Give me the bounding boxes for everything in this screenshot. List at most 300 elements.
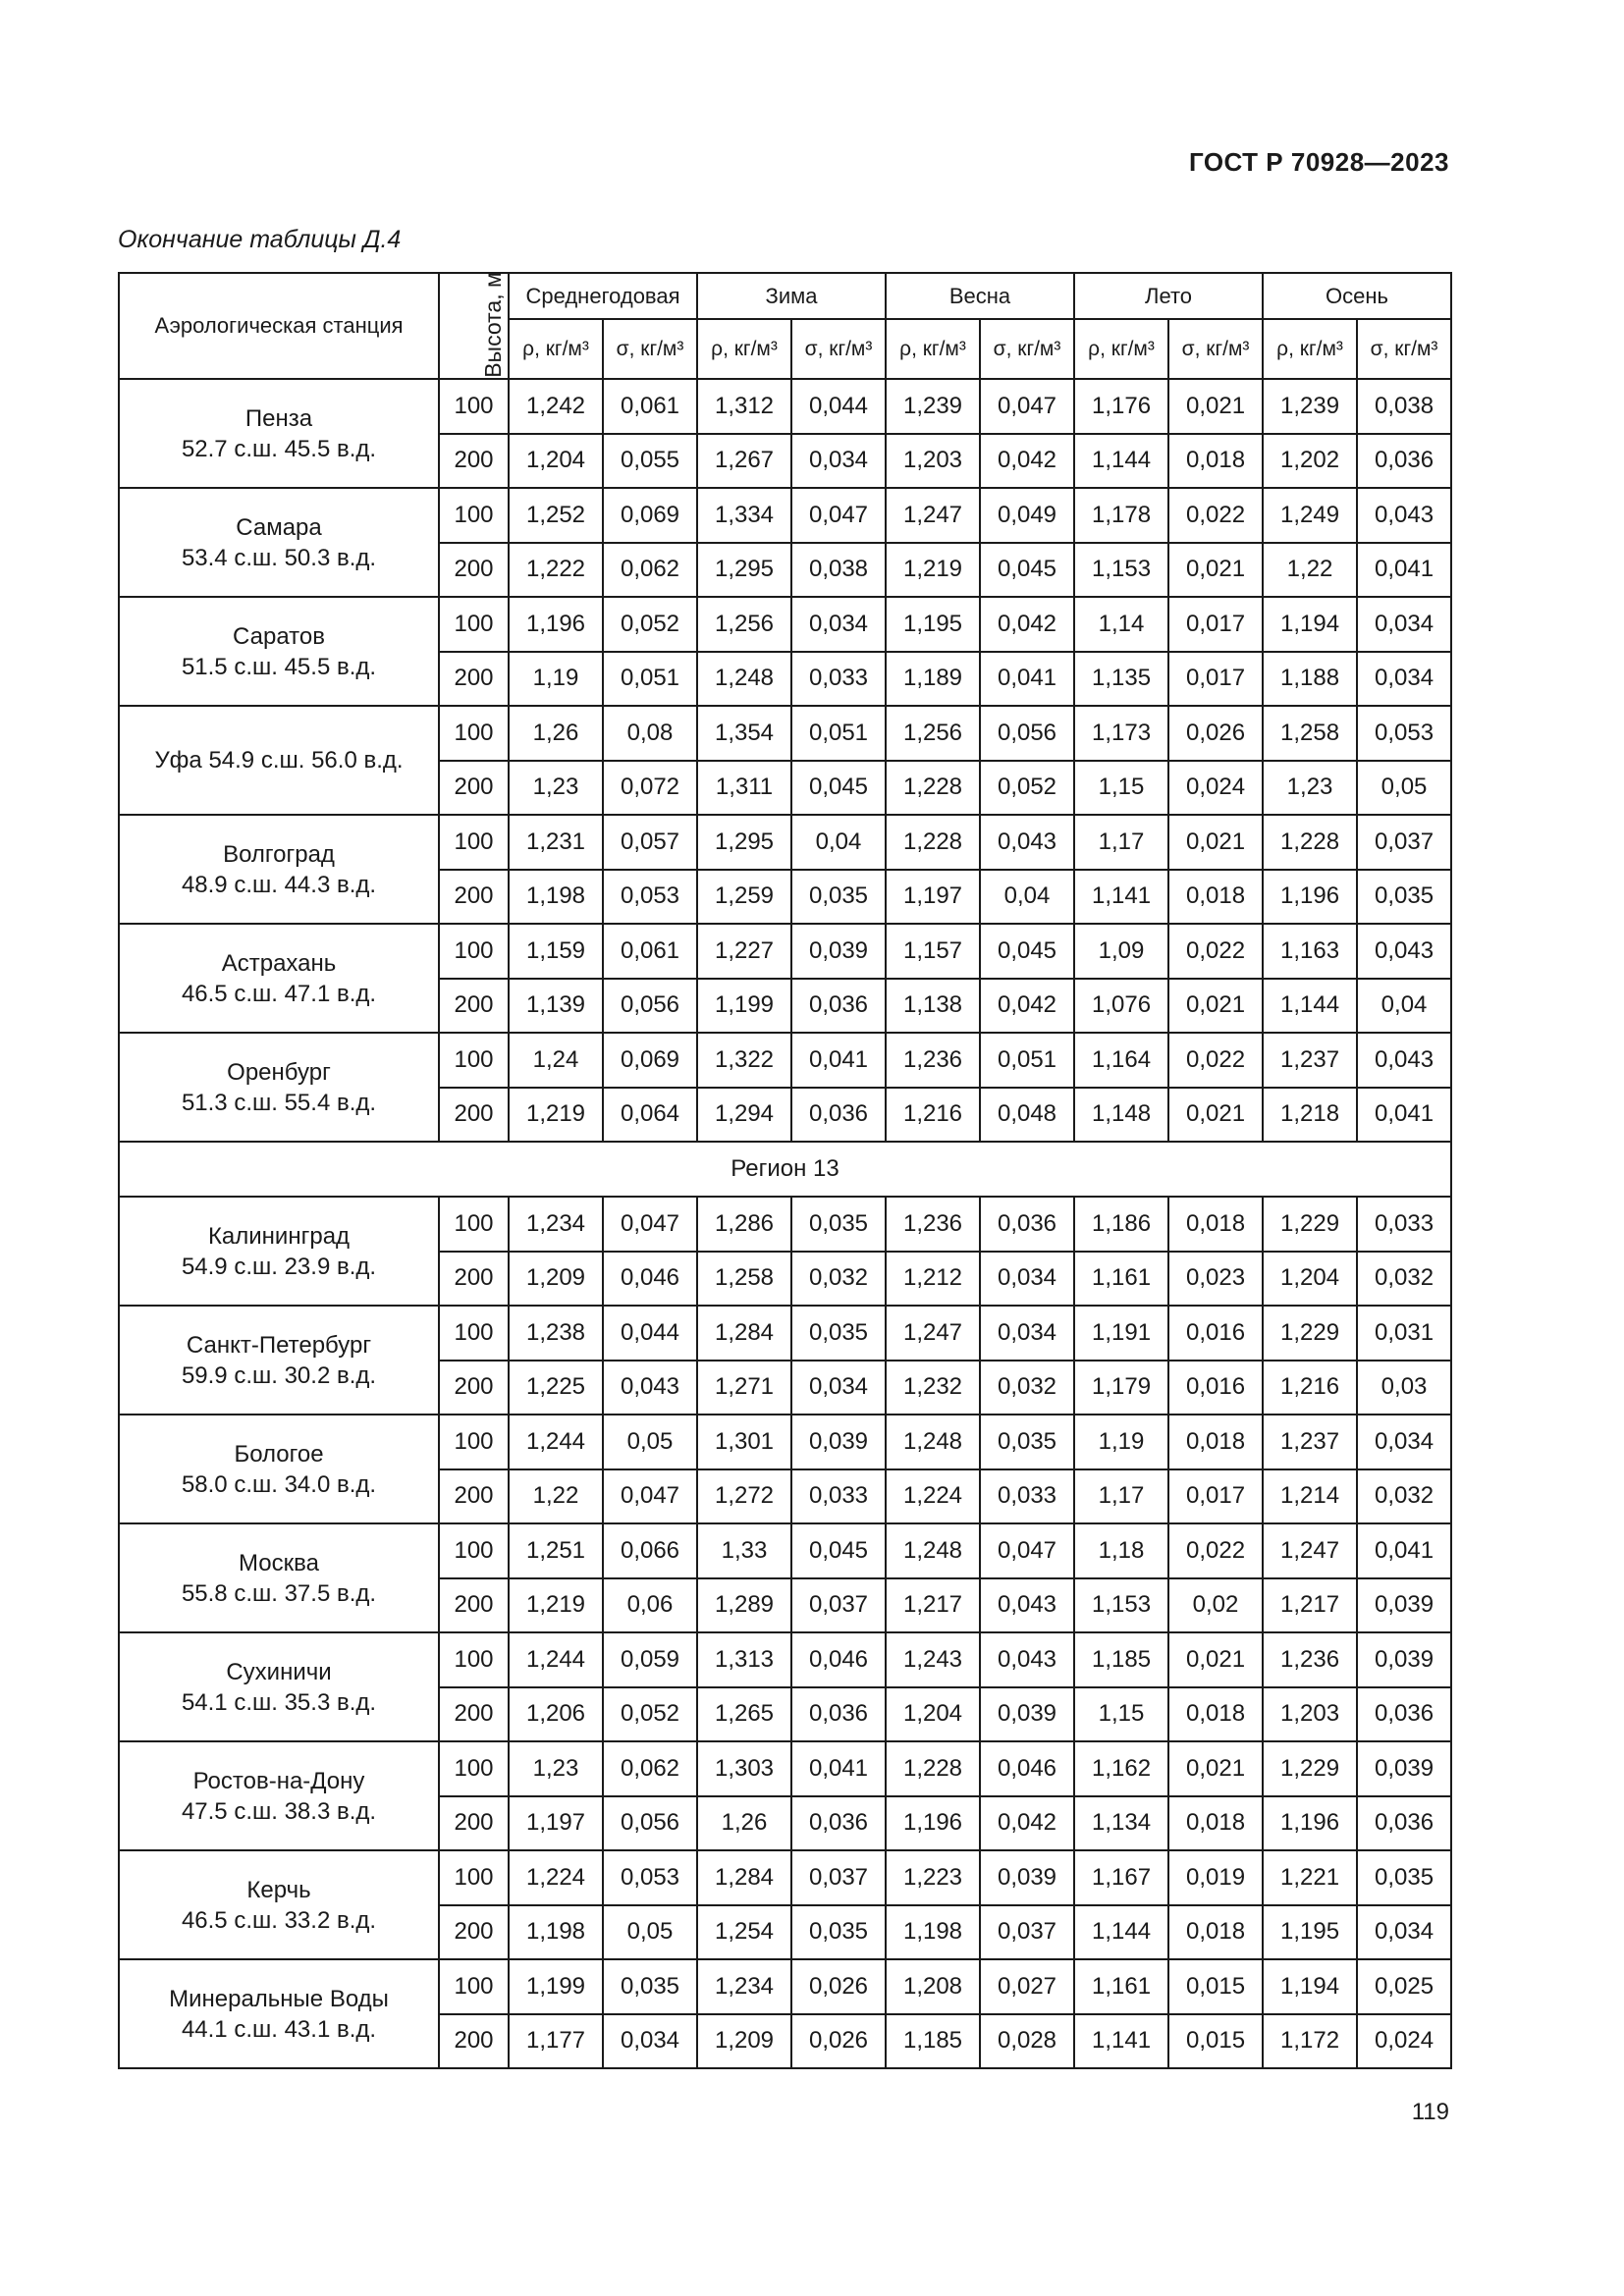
sigma-value-cell: 0,033 bbox=[791, 652, 886, 707]
rho-value-cell: 1,197 bbox=[509, 1796, 603, 1851]
rho-value-cell: 1,258 bbox=[1263, 706, 1357, 761]
rho-value-cell: 1,172 bbox=[1263, 2014, 1357, 2069]
sigma-value-cell: 0,021 bbox=[1168, 1632, 1263, 1687]
altitude-cell: 100 bbox=[439, 1632, 509, 1687]
rho-value-cell: 1,236 bbox=[886, 1197, 980, 1252]
station-cell bbox=[119, 488, 439, 597]
rho-value-cell: 1,202 bbox=[1263, 434, 1357, 489]
header-season-annual: Среднегодовая bbox=[509, 273, 697, 319]
rho-value-cell: 1,218 bbox=[1263, 1088, 1357, 1143]
altitude-cell: 100 bbox=[439, 706, 509, 761]
rho-value-cell: 1,252 bbox=[509, 488, 603, 543]
sigma-value-cell: 0,034 bbox=[1357, 652, 1451, 707]
sigma-value-cell: 0,017 bbox=[1168, 652, 1263, 707]
sigma-value-cell: 0,042 bbox=[980, 1796, 1074, 1851]
station-name: Бологое bbox=[234, 1440, 324, 1468]
table-row bbox=[119, 1033, 1451, 1088]
rho-value-cell: 1,239 bbox=[886, 379, 980, 434]
rho-value-cell: 1,313 bbox=[697, 1632, 791, 1687]
rho-value-cell: 1,199 bbox=[509, 1959, 603, 2014]
sigma-value-cell: 0,043 bbox=[980, 1632, 1074, 1687]
sigma-value-cell: 0,032 bbox=[980, 1361, 1074, 1415]
sigma-value-cell: 0,036 bbox=[791, 1796, 886, 1851]
rho-value-cell: 1,203 bbox=[886, 434, 980, 489]
sigma-value-cell: 0,061 bbox=[603, 379, 697, 434]
sigma-value-cell: 0,02 bbox=[1168, 1578, 1263, 1633]
rho-value-cell: 1,228 bbox=[886, 815, 980, 870]
sigma-value-cell: 0,034 bbox=[1357, 597, 1451, 652]
header-unit-rho: ρ, кг/м³ bbox=[886, 319, 980, 379]
station-name: Керчь bbox=[246, 1876, 311, 1903]
rho-value-cell: 1,256 bbox=[697, 597, 791, 652]
sigma-value-cell: 0,033 bbox=[1357, 1197, 1451, 1252]
header-season-summer: Лето bbox=[1074, 273, 1263, 319]
table-body bbox=[119, 379, 1451, 2068]
station-name: Астрахань bbox=[221, 949, 337, 977]
rho-value-cell: 1,23 bbox=[509, 1741, 603, 1796]
altitude-cell: 200 bbox=[439, 543, 509, 598]
station-cell bbox=[119, 1632, 439, 1741]
altitude-cell: 100 bbox=[439, 1197, 509, 1252]
sigma-value-cell: 0,024 bbox=[1168, 761, 1263, 816]
rho-value-cell: 1,194 bbox=[1263, 1959, 1357, 2014]
sigma-value-cell: 0,039 bbox=[791, 1415, 886, 1469]
rho-value-cell: 1,322 bbox=[697, 1033, 791, 1088]
sigma-value-cell: 0,047 bbox=[980, 1523, 1074, 1578]
rho-value-cell: 1,161 bbox=[1074, 1959, 1168, 2014]
table-row bbox=[119, 597, 1451, 652]
header-season-spring: Весна bbox=[886, 273, 1074, 319]
altitude-cell: 200 bbox=[439, 1687, 509, 1742]
rho-value-cell: 1,311 bbox=[697, 761, 791, 816]
sigma-value-cell: 0,04 bbox=[1357, 979, 1451, 1034]
sigma-value-cell: 0,035 bbox=[603, 1959, 697, 2014]
altitude-cell: 100 bbox=[439, 1306, 509, 1361]
sigma-value-cell: 0,018 bbox=[1168, 1687, 1263, 1742]
station-coords: 53.4 с.ш. 50.3 в.д. bbox=[181, 544, 377, 571]
rho-value-cell: 1,212 bbox=[886, 1252, 980, 1307]
rho-value-cell: 1,153 bbox=[1074, 543, 1168, 598]
sigma-value-cell: 0,034 bbox=[603, 2014, 697, 2069]
rho-value-cell: 1,173 bbox=[1074, 706, 1168, 761]
sigma-value-cell: 0,052 bbox=[603, 597, 697, 652]
sigma-value-cell: 0,047 bbox=[791, 488, 886, 543]
region-row bbox=[119, 1142, 1451, 1197]
rho-value-cell: 1,14 bbox=[1074, 597, 1168, 652]
rho-value-cell: 1,219 bbox=[886, 543, 980, 598]
altitude-cell: 100 bbox=[439, 379, 509, 434]
sigma-value-cell: 0,018 bbox=[1168, 1905, 1263, 1960]
sigma-value-cell: 0,026 bbox=[1168, 706, 1263, 761]
rho-value-cell: 1,198 bbox=[509, 870, 603, 925]
header-unit-sigma: σ, кг/м³ bbox=[1357, 319, 1451, 379]
altitude-cell: 200 bbox=[439, 1905, 509, 1960]
rho-value-cell: 1,204 bbox=[886, 1687, 980, 1742]
station-coords: 46.5 с.ш. 47.1 в.д. bbox=[181, 980, 377, 1007]
rho-value-cell: 1,229 bbox=[1263, 1306, 1357, 1361]
sigma-value-cell: 0,034 bbox=[1357, 1905, 1451, 1960]
rho-value-cell: 1,186 bbox=[1074, 1197, 1168, 1252]
rho-value-cell: 1,289 bbox=[697, 1578, 791, 1633]
station-cell bbox=[119, 924, 439, 1033]
page-number: 119 bbox=[1411, 2099, 1449, 2125]
sigma-value-cell: 0,035 bbox=[791, 870, 886, 925]
rho-value-cell: 1,199 bbox=[697, 979, 791, 1034]
rho-value-cell: 1,244 bbox=[509, 1415, 603, 1469]
sigma-value-cell: 0,04 bbox=[980, 870, 1074, 925]
rho-value-cell: 1,134 bbox=[1074, 1796, 1168, 1851]
sigma-value-cell: 0,022 bbox=[1168, 1033, 1263, 1088]
rho-value-cell: 1,303 bbox=[697, 1741, 791, 1796]
rho-value-cell: 1,247 bbox=[886, 1306, 980, 1361]
rho-value-cell: 1,09 bbox=[1074, 924, 1168, 979]
sigma-value-cell: 0,035 bbox=[791, 1905, 886, 1960]
table-row bbox=[119, 1523, 1451, 1578]
rho-value-cell: 1,188 bbox=[1263, 652, 1357, 707]
sigma-value-cell: 0,047 bbox=[603, 1197, 697, 1252]
station-coords: 51.5 с.ш. 45.5 в.д. bbox=[181, 653, 377, 680]
rho-value-cell: 1,163 bbox=[1263, 924, 1357, 979]
sigma-value-cell: 0,034 bbox=[791, 1361, 886, 1415]
station-name: Волгоград bbox=[223, 840, 335, 868]
sigma-value-cell: 0,017 bbox=[1168, 597, 1263, 652]
sigma-value-cell: 0,022 bbox=[1168, 1523, 1263, 1578]
sigma-value-cell: 0,032 bbox=[1357, 1469, 1451, 1524]
sigma-value-cell: 0,034 bbox=[791, 434, 886, 489]
sigma-value-cell: 0,035 bbox=[791, 1197, 886, 1252]
sigma-value-cell: 0,018 bbox=[1168, 1415, 1263, 1469]
rho-value-cell: 1,232 bbox=[886, 1361, 980, 1415]
rho-value-cell: 1,244 bbox=[509, 1632, 603, 1687]
rho-value-cell: 1,256 bbox=[886, 706, 980, 761]
rho-value-cell: 1,221 bbox=[1263, 1850, 1357, 1905]
sigma-value-cell: 0,045 bbox=[980, 543, 1074, 598]
sigma-value-cell: 0,043 bbox=[980, 815, 1074, 870]
sigma-value-cell: 0,015 bbox=[1168, 2014, 1263, 2069]
rho-value-cell: 1,284 bbox=[697, 1306, 791, 1361]
sigma-value-cell: 0,042 bbox=[980, 434, 1074, 489]
sigma-value-cell: 0,017 bbox=[1168, 1469, 1263, 1524]
rho-value-cell: 1,271 bbox=[697, 1361, 791, 1415]
sigma-value-cell: 0,018 bbox=[1168, 1197, 1263, 1252]
sigma-value-cell: 0,066 bbox=[603, 1523, 697, 1578]
sigma-value-cell: 0,018 bbox=[1168, 870, 1263, 925]
rho-value-cell: 1,284 bbox=[697, 1850, 791, 1905]
sigma-value-cell: 0,039 bbox=[1357, 1578, 1451, 1633]
station-name: Сухиничи bbox=[226, 1658, 332, 1685]
sigma-value-cell: 0,043 bbox=[980, 1578, 1074, 1633]
rho-value-cell: 1,301 bbox=[697, 1415, 791, 1469]
station-name: Минеральные Воды bbox=[169, 1985, 389, 2012]
sigma-value-cell: 0,035 bbox=[791, 1306, 886, 1361]
rho-value-cell: 1,234 bbox=[509, 1197, 603, 1252]
station-coords: 54.1 с.ш. 35.3 в.д. bbox=[181, 1688, 377, 1716]
sigma-value-cell: 0,08 bbox=[603, 706, 697, 761]
altitude-cell: 200 bbox=[439, 979, 509, 1034]
sigma-value-cell: 0,021 bbox=[1168, 979, 1263, 1034]
altitude-cell: 100 bbox=[439, 597, 509, 652]
sigma-value-cell: 0,045 bbox=[980, 924, 1074, 979]
sigma-value-cell: 0,021 bbox=[1168, 815, 1263, 870]
sigma-value-cell: 0,033 bbox=[791, 1469, 886, 1524]
table-row bbox=[119, 1741, 1451, 1796]
sigma-value-cell: 0,039 bbox=[980, 1850, 1074, 1905]
sigma-value-cell: 0,019 bbox=[1168, 1850, 1263, 1905]
altitude-cell: 100 bbox=[439, 815, 509, 870]
table-row bbox=[119, 1415, 1451, 1469]
sigma-value-cell: 0,026 bbox=[791, 1959, 886, 2014]
rho-value-cell: 1,286 bbox=[697, 1197, 791, 1252]
rho-value-cell: 1,312 bbox=[697, 379, 791, 434]
rho-value-cell: 1,247 bbox=[886, 488, 980, 543]
rho-value-cell: 1,198 bbox=[509, 1905, 603, 1960]
altitude-cell: 200 bbox=[439, 761, 509, 816]
rho-value-cell: 1,144 bbox=[1263, 979, 1357, 1034]
rho-value-cell: 1,228 bbox=[886, 761, 980, 816]
header-unit-rho: ρ, кг/м³ bbox=[1074, 319, 1168, 379]
table-row bbox=[119, 1632, 1451, 1687]
header-unit-rho: ρ, кг/м³ bbox=[1263, 319, 1357, 379]
rho-value-cell: 1,216 bbox=[886, 1088, 980, 1143]
rho-value-cell: 1,198 bbox=[886, 1905, 980, 1960]
rho-value-cell: 1,251 bbox=[509, 1523, 603, 1578]
station-cell bbox=[119, 1415, 439, 1523]
station-cell bbox=[119, 379, 439, 488]
rho-value-cell: 1,249 bbox=[1263, 488, 1357, 543]
rho-value-cell: 1,196 bbox=[509, 597, 603, 652]
station-cell bbox=[119, 1306, 439, 1415]
station-name: Самара bbox=[236, 513, 322, 541]
sigma-value-cell: 0,069 bbox=[603, 1033, 697, 1088]
rho-value-cell: 1,194 bbox=[1263, 597, 1357, 652]
sigma-value-cell: 0,047 bbox=[603, 1469, 697, 1524]
rho-value-cell: 1,208 bbox=[886, 1959, 980, 2014]
sigma-value-cell: 0,045 bbox=[791, 1523, 886, 1578]
rho-value-cell: 1,161 bbox=[1074, 1252, 1168, 1307]
sigma-value-cell: 0,056 bbox=[603, 979, 697, 1034]
sigma-value-cell: 0,061 bbox=[603, 924, 697, 979]
sigma-value-cell: 0,045 bbox=[791, 761, 886, 816]
altitude-cell: 200 bbox=[439, 1361, 509, 1415]
rho-value-cell: 1,236 bbox=[1263, 1632, 1357, 1687]
rho-value-cell: 1,234 bbox=[697, 1959, 791, 2014]
altitude-cell: 200 bbox=[439, 1252, 509, 1307]
sigma-value-cell: 0,072 bbox=[603, 761, 697, 816]
rho-value-cell: 1,144 bbox=[1074, 434, 1168, 489]
rho-value-cell: 1,204 bbox=[1263, 1252, 1357, 1307]
rho-value-cell: 1,254 bbox=[697, 1905, 791, 1960]
sigma-value-cell: 0,032 bbox=[1357, 1252, 1451, 1307]
rho-value-cell: 1,216 bbox=[1263, 1361, 1357, 1415]
sigma-value-cell: 0,041 bbox=[1357, 543, 1451, 598]
sigma-value-cell: 0,043 bbox=[1357, 924, 1451, 979]
rho-value-cell: 1,22 bbox=[1263, 543, 1357, 598]
rho-value-cell: 1,185 bbox=[886, 2014, 980, 2069]
rho-value-cell: 1,231 bbox=[509, 815, 603, 870]
sigma-value-cell: 0,026 bbox=[791, 2014, 886, 2069]
sigma-value-cell: 0,037 bbox=[791, 1578, 886, 1633]
table-row bbox=[119, 1959, 1451, 2014]
document-code: ГОСТ Р 70928—2023 bbox=[1188, 147, 1449, 177]
sigma-value-cell: 0,042 bbox=[980, 979, 1074, 1034]
rho-value-cell: 1,26 bbox=[509, 706, 603, 761]
sigma-value-cell: 0,023 bbox=[1168, 1252, 1263, 1307]
rho-value-cell: 1,076 bbox=[1074, 979, 1168, 1034]
rho-value-cell: 1,195 bbox=[886, 597, 980, 652]
header-season-autumn: Осень bbox=[1263, 273, 1451, 319]
sigma-value-cell: 0,022 bbox=[1168, 924, 1263, 979]
station-cell bbox=[119, 1850, 439, 1959]
rho-value-cell: 1,238 bbox=[509, 1306, 603, 1361]
rho-value-cell: 1,295 bbox=[697, 815, 791, 870]
rho-value-cell: 1,144 bbox=[1074, 1905, 1168, 1960]
sigma-value-cell: 0,034 bbox=[791, 597, 886, 652]
sigma-value-cell: 0,042 bbox=[980, 597, 1074, 652]
altitude-cell: 200 bbox=[439, 434, 509, 489]
station-cell bbox=[119, 706, 439, 815]
sigma-value-cell: 0,04 bbox=[791, 815, 886, 870]
sigma-value-cell: 0,034 bbox=[1357, 1415, 1451, 1469]
rho-value-cell: 1,229 bbox=[1263, 1741, 1357, 1796]
rho-value-cell: 1,219 bbox=[509, 1088, 603, 1143]
sigma-value-cell: 0,021 bbox=[1168, 1741, 1263, 1796]
sigma-value-cell: 0,033 bbox=[980, 1469, 1074, 1524]
rho-value-cell: 1,236 bbox=[886, 1033, 980, 1088]
sigma-value-cell: 0,038 bbox=[1357, 379, 1451, 434]
sigma-value-cell: 0,062 bbox=[603, 1741, 697, 1796]
table-row bbox=[119, 488, 1451, 543]
rho-value-cell: 1,33 bbox=[697, 1523, 791, 1578]
station-name: Оренбург bbox=[227, 1058, 331, 1086]
sigma-value-cell: 0,036 bbox=[1357, 1796, 1451, 1851]
header-unit-rho: ρ, кг/м³ bbox=[697, 319, 791, 379]
rho-value-cell: 1,159 bbox=[509, 924, 603, 979]
station-cell bbox=[119, 1959, 439, 2068]
sigma-value-cell: 0,056 bbox=[980, 706, 1074, 761]
sigma-value-cell: 0,036 bbox=[1357, 1687, 1451, 1742]
rho-value-cell: 1,217 bbox=[886, 1578, 980, 1633]
sigma-value-cell: 0,039 bbox=[1357, 1741, 1451, 1796]
sigma-value-cell: 0,041 bbox=[791, 1741, 886, 1796]
station-coords: 46.5 с.ш. 33.2 в.д. bbox=[181, 1906, 377, 1934]
table-row bbox=[119, 815, 1451, 870]
station-cell bbox=[119, 1197, 439, 1306]
sigma-value-cell: 0,046 bbox=[980, 1741, 1074, 1796]
sigma-value-cell: 0,041 bbox=[791, 1033, 886, 1088]
header-unit-sigma: σ, кг/м³ bbox=[603, 319, 697, 379]
sigma-value-cell: 0,055 bbox=[603, 434, 697, 489]
sigma-value-cell: 0,021 bbox=[1168, 379, 1263, 434]
rho-value-cell: 1,203 bbox=[1263, 1687, 1357, 1742]
rho-value-cell: 1,225 bbox=[509, 1361, 603, 1415]
sigma-value-cell: 0,051 bbox=[980, 1033, 1074, 1088]
sigma-value-cell: 0,053 bbox=[603, 870, 697, 925]
rho-value-cell: 1,229 bbox=[1263, 1197, 1357, 1252]
rho-value-cell: 1,247 bbox=[1263, 1523, 1357, 1578]
rho-value-cell: 1,237 bbox=[1263, 1415, 1357, 1469]
rho-value-cell: 1,196 bbox=[1263, 1796, 1357, 1851]
rho-value-cell: 1,248 bbox=[697, 652, 791, 707]
sigma-value-cell: 0,018 bbox=[1168, 1796, 1263, 1851]
sigma-value-cell: 0,021 bbox=[1168, 543, 1263, 598]
rho-value-cell: 1,222 bbox=[509, 543, 603, 598]
rho-value-cell: 1,243 bbox=[886, 1632, 980, 1687]
table-row bbox=[119, 706, 1451, 761]
table-caption: Окончание таблицы Д.4 bbox=[118, 226, 402, 253]
sigma-value-cell: 0,036 bbox=[1357, 434, 1451, 489]
altitude-cell: 100 bbox=[439, 488, 509, 543]
rho-value-cell: 1,135 bbox=[1074, 652, 1168, 707]
rho-value-cell: 1,248 bbox=[886, 1523, 980, 1578]
rho-value-cell: 1,185 bbox=[1074, 1632, 1168, 1687]
sigma-value-cell: 0,036 bbox=[791, 1088, 886, 1143]
rho-value-cell: 1,179 bbox=[1074, 1361, 1168, 1415]
table-row bbox=[119, 379, 1451, 434]
station-name: Пенза bbox=[244, 404, 313, 432]
rho-value-cell: 1,267 bbox=[697, 434, 791, 489]
rho-value-cell: 1,237 bbox=[1263, 1033, 1357, 1088]
table-row bbox=[119, 1850, 1451, 1905]
density-table bbox=[118, 272, 1452, 2069]
rho-value-cell: 1,19 bbox=[509, 652, 603, 707]
rho-value-cell: 1,242 bbox=[509, 379, 603, 434]
station-cell bbox=[119, 1523, 439, 1632]
header-unit-sigma: σ, кг/м³ bbox=[791, 319, 886, 379]
rho-value-cell: 1,19 bbox=[1074, 1415, 1168, 1469]
rho-value-cell: 1,209 bbox=[509, 1252, 603, 1307]
sigma-value-cell: 0,051 bbox=[791, 706, 886, 761]
sigma-value-cell: 0,069 bbox=[603, 488, 697, 543]
rho-value-cell: 1,18 bbox=[1074, 1523, 1168, 1578]
sigma-value-cell: 0,027 bbox=[980, 1959, 1074, 2014]
station-cell bbox=[119, 597, 439, 706]
rho-value-cell: 1,259 bbox=[697, 870, 791, 925]
station-name: Ростов-на-Дону bbox=[192, 1767, 365, 1794]
table-header bbox=[119, 273, 1451, 379]
header-unit-sigma: σ, кг/м³ bbox=[980, 319, 1074, 379]
rho-value-cell: 1,191 bbox=[1074, 1306, 1168, 1361]
rho-value-cell: 1,17 bbox=[1074, 815, 1168, 870]
header-altitude bbox=[439, 273, 509, 379]
rho-value-cell: 1,214 bbox=[1263, 1469, 1357, 1524]
sigma-value-cell: 0,03 bbox=[1357, 1361, 1451, 1415]
rho-value-cell: 1,334 bbox=[697, 488, 791, 543]
altitude-cell: 100 bbox=[439, 1741, 509, 1796]
sigma-value-cell: 0,048 bbox=[980, 1088, 1074, 1143]
altitude-cell: 100 bbox=[439, 1850, 509, 1905]
rho-value-cell: 1,141 bbox=[1074, 870, 1168, 925]
altitude-cell: 100 bbox=[439, 1523, 509, 1578]
sigma-value-cell: 0,064 bbox=[603, 1088, 697, 1143]
rho-value-cell: 1,248 bbox=[886, 1415, 980, 1469]
rho-value-cell: 1,22 bbox=[509, 1469, 603, 1524]
sigma-value-cell: 0,016 bbox=[1168, 1361, 1263, 1415]
sigma-value-cell: 0,043 bbox=[1357, 1033, 1451, 1088]
rho-value-cell: 1,209 bbox=[697, 2014, 791, 2069]
station-cell bbox=[119, 815, 439, 924]
sigma-value-cell: 0,053 bbox=[1357, 706, 1451, 761]
rho-value-cell: 1,141 bbox=[1074, 2014, 1168, 2069]
station-coords: 44.1 с.ш. 43.1 в.д. bbox=[181, 2015, 377, 2043]
rho-value-cell: 1,196 bbox=[1263, 870, 1357, 925]
altitude-cell: 100 bbox=[439, 1959, 509, 2014]
sigma-value-cell: 0,047 bbox=[980, 379, 1074, 434]
station-name: Калининград bbox=[207, 1222, 351, 1250]
rho-value-cell: 1,189 bbox=[886, 652, 980, 707]
sigma-value-cell: 0,051 bbox=[603, 652, 697, 707]
rho-value-cell: 1,354 bbox=[697, 706, 791, 761]
rho-value-cell: 1,224 bbox=[886, 1469, 980, 1524]
